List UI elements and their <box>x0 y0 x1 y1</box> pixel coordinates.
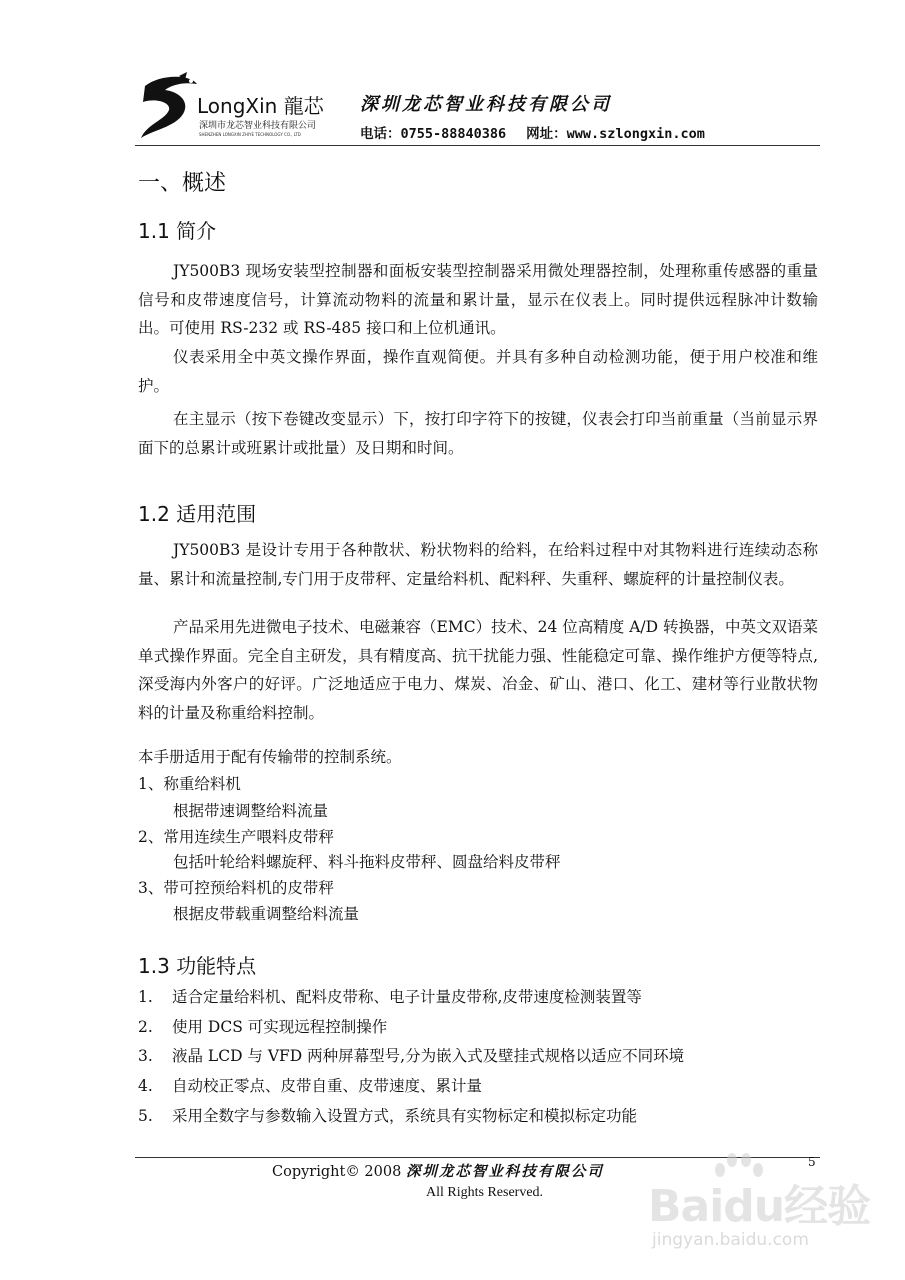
header-phone: 电话：0755-88840386 <box>360 126 507 142</box>
paragraph: 产品采用先进微电子技术、电磁兼容（EMC）技术、24 位高精度 A/D 转换器，中英文双语菜单式操作界面。完全自主研发，具有精度高、抗干扰能力强、性能稳定可靠、操作维护方便等特点,深受海内外客户的好评。广泛地适应于电力、煤炭、冶金、矿山、港口、化工、建材等行业散状物料的计量及称重给料控制。 <box>138 618 818 722</box>
feature-text: 使用 DCS 可实现远程控制操作 <box>172 1018 388 1036</box>
feature-number: 4. <box>138 1077 153 1095</box>
feature-text: 自动校正零点、皮带自重、皮带速度、累计量 <box>172 1077 483 1095</box>
watermark-brand: Baidu经验 <box>648 1181 871 1232</box>
list-item-label: 1、称重给料机 <box>138 775 241 793</box>
feature-number: 5. <box>138 1107 153 1125</box>
list-item-label: 3、带可控预给料机的皮带秤 <box>138 879 334 897</box>
feature-number: 2. <box>138 1018 153 1036</box>
feature-text: 液晶 LCD 与 VFD 两种屏幕型号,分为嵌入式及壁挂式规格以适应不同环境 <box>172 1047 685 1065</box>
subsection-title-intro: 1.1 简介 <box>138 219 217 243</box>
logo-subtitle-en: SHENZHEN LONGXIN ZHIYE TECHNOLOGY CO., LTD <box>199 132 301 137</box>
copyright-prefix: Copyright© 2008 <box>272 1164 402 1180</box>
header-contact <box>360 122 705 142</box>
paragraph: 在主显示（按下卷键改变显示）下，按打印字符下的按键，仪表会打印当前重量（当前显示界面下的总累计或班累计或批量）及日期和时间。 <box>138 410 818 457</box>
paragraph: JY500B3 是设计专用于各种散状、粉状物料的给料，在给料过程中对其物料进行连续动态称量、累计和流量控制,专门用于皮带秤、定量给料机、配料秤、失重秤、螺旋秤的计量控制仪表。 <box>138 541 818 588</box>
feature-number: 1. <box>138 988 153 1006</box>
paragraph: JY500B3 现场安装型控制器和面板安装型控制器采用微处理器控制，处理称重传感器的重量信号和皮带速度信号，计算流动物料的流量和累计量，显示在仪表上。同时提供远程脉冲计数输出。可使用 RS-232 或 RS-485 接口和上位机通讯。 <box>138 262 818 337</box>
footer-rights: All Rights Reserved. <box>426 1185 544 1200</box>
feature-item <box>138 1015 387 1037</box>
page-number: 5 <box>808 1155 816 1169</box>
section-title: 一、概述 <box>138 171 227 196</box>
paragraph: 仪表采用全中英文操作界面，操作直观简便。并具有多种自动检测功能，便于用户校准和维护。 <box>138 348 818 395</box>
logo-brand-text: LongXin 龍芯 <box>197 94 324 118</box>
page-header <box>135 68 820 146</box>
feature-text: 适合定量给料机、配料皮带称、电子计量皮带称,皮带速度检测装置等 <box>172 988 642 1006</box>
list-item-label: 2、常用连续生产喂料皮带秤 <box>138 828 334 846</box>
list-item-desc: 根据皮带载重调整给料流量 <box>173 905 360 923</box>
feature-item <box>138 1074 482 1096</box>
feature-item <box>138 1104 637 1126</box>
watermark-url: jingyan.baidu.com <box>652 1230 809 1250</box>
copyright-company: 深圳龙芯智业科技有限公司 <box>405 1164 604 1180</box>
feature-item <box>138 985 642 1007</box>
list-item-desc: 包括叶轮给料螺旋秤、料斗拖料皮带秤、圆盘给料皮带秤 <box>173 853 561 871</box>
list-item-desc: 根据带速调整给料流量 <box>173 802 329 820</box>
longxin-dragon-logo-icon <box>135 72 205 144</box>
feature-text: 采用全数字与参数输入设置方式，系统具有实物标定和模拟标定功能 <box>172 1107 638 1125</box>
baidu-jingyan-watermark <box>640 1150 871 1260</box>
logo-subtitle-cn: 深圳市龙芯智业科技有限公司 <box>199 121 317 131</box>
header-divider <box>135 145 820 146</box>
header-company-name: 深圳龙芯智业科技有限公司 <box>360 94 612 115</box>
footer-copyright <box>272 1160 604 1181</box>
subsection-title-scope: 1.2 适用范围 <box>138 502 257 526</box>
header-website: 网址：www.szlongxin.com <box>526 126 705 142</box>
feature-item <box>138 1044 684 1066</box>
feature-number: 3. <box>138 1047 153 1065</box>
subsection-title-features: 1.3 功能特点 <box>138 954 257 978</box>
scope-intro: 本手册适用于配有传输带的控制系统。 <box>138 748 402 766</box>
